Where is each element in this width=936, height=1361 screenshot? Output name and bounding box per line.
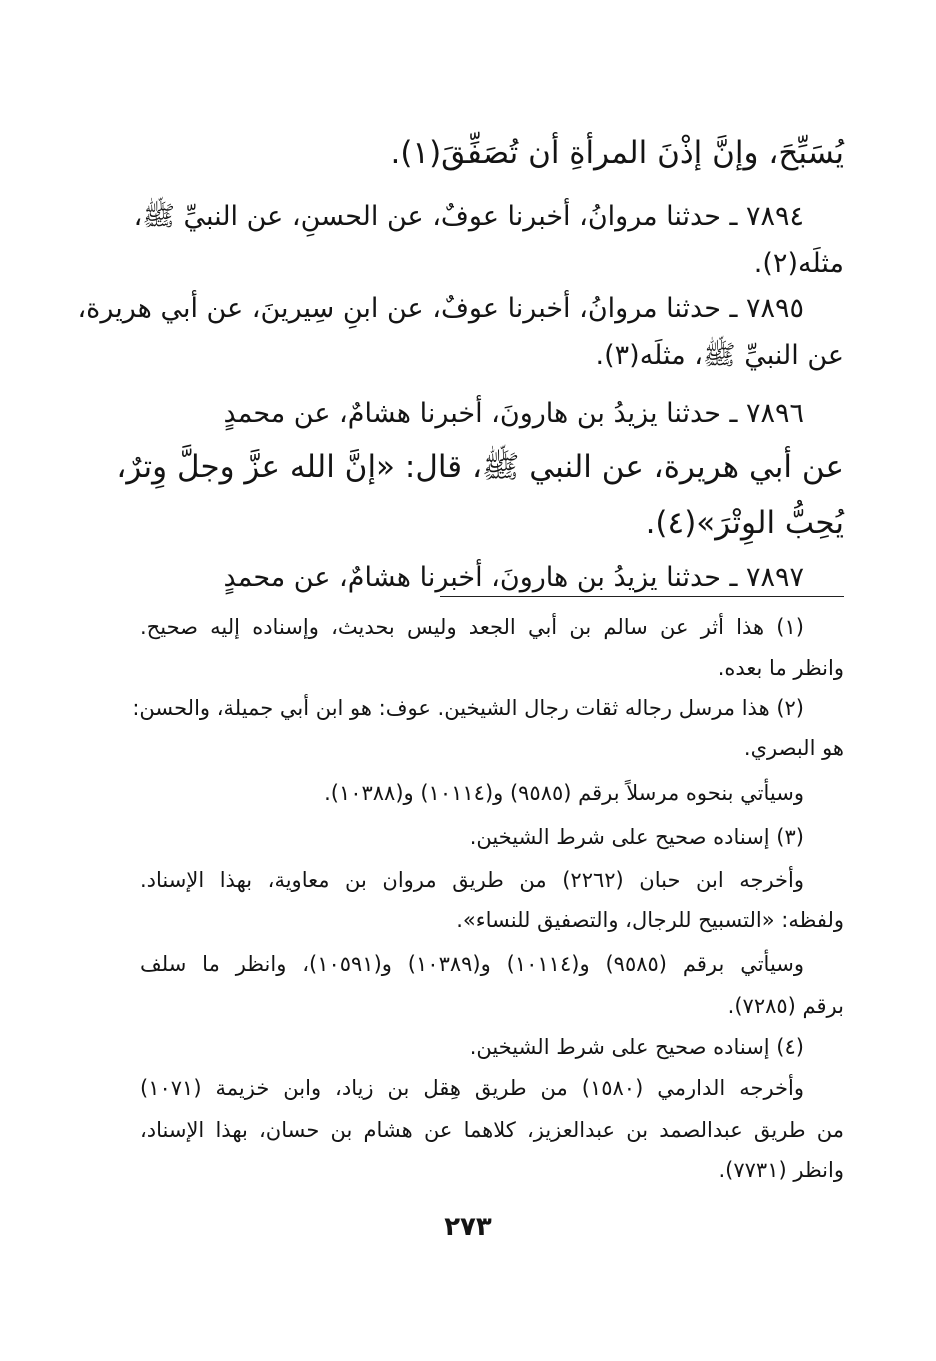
footnote-line: وانظر ما بعده. [717,656,844,680]
footnote-line: ولفظه: «التسبيح للرجال، والتصفيق للنساء». [456,908,844,932]
footnote-line: (٣) إسناده صحيح على شرط الشيخين. [469,825,804,849]
text-line: يُسَبِّحَ، وإنَّ إذْنَ المرأةِ أن تُصَفِّقَ(١). [390,135,844,171]
footnote-line: (٢) هذا مرسل رجاله ثقات رجال الشيخين. عوف: هو ابن أبي جميلة، والحسن: [132,696,804,720]
footnote-line: (١) هذا أثر عن سالم بن أبي الجعد وليس بحديث، وإسناده إليه صحيح. [140,615,804,639]
footnote-line: من طريق عبدالصمد بن عبدالعزيز، كلاهما عن هشام بن حسان، بهذا الإسناد، [140,1118,844,1142]
footnote-divider [440,596,844,597]
footnote-line: وسيأتي برقم (٩٥٨٥) و(١٠١١٤) و(١٠٣٨٩) و(١٠٥٩١)، وانظر ما سلف [140,952,805,976]
hadith-7894-line: مثلَه(٢). [753,248,844,279]
hadith-7895-line: عن النبيِّ ﷺ، مثلَه(٣). [595,340,844,371]
page-number: ٢٧٣ [444,1212,492,1242]
hadith-7894-line: ٧٨٩٤ ـ حدثنا مروانُ، أخبرنا عوفٌ، عن الحسنِ، عن النبيِّ ﷺ، [133,201,804,232]
hadith-7895-line: ٧٨٩٥ ـ حدثنا مروانُ، أخبرنا عوفٌ، عن ابنِ سِيرينَ، عن أبي هريرة، [77,293,804,324]
footnote-line: (٤) إسناده صحيح على شرط الشيخين. [469,1035,804,1059]
footnote-line: وأخرجه الدارمي (١٥٨٠) من طريق هِقل بن زياد، وابن خزيمة (١٠٧١) [140,1076,805,1100]
hadith-7896-line: عن أبي هريرة، عن النبي ﷺ، قال: «إنَّ الله عزَّ وجلَّ وِترٌ، [116,449,844,485]
footnote-line: وأخرجه ابن حبان (٢٢٦٢) من طريق مروان بن معاوية، بهذا الإسناد. [140,868,805,892]
footnote-line: هو البصري. [743,736,844,760]
hadith-7897-line: ٧٨٩٧ ـ حدثنا يزيدُ بن هارونَ، أخبرنا هشامٌ، عن محمدٍ [223,562,804,593]
footnote-line: وسيأتي بنحوه مرسلاً برقم (٩٥٨٥) و(١٠١١٤) و(١٠٣٨٨). [324,781,804,805]
footnote-line: وانظر (٧٧٣١). [718,1158,844,1182]
footnote-line: برقم (٧٢٨٥). [727,994,844,1018]
hadith-7896-line: يُحِبُّ الوِتْرَ»(٤). [645,505,844,541]
hadith-7896-line: ٧٨٩٦ ـ حدثنا يزيدُ بن هارونَ، أخبرنا هشامٌ، عن محمدٍ [223,398,804,429]
